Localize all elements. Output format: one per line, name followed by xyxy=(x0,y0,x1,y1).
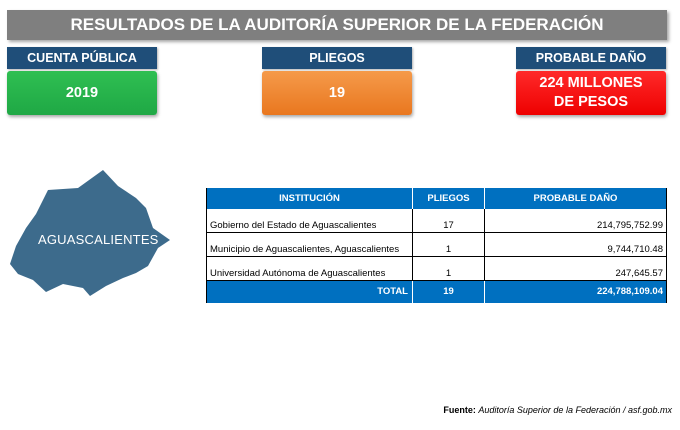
card-value: 2019 xyxy=(7,71,157,115)
card-label: PLIEGOS xyxy=(262,47,412,69)
table-row xyxy=(207,257,667,281)
page-title: RESULTADOS DE LA AUDITORÍA SUPERIOR DE LA FEDERACIÓN xyxy=(7,10,667,40)
total-label: TOTAL xyxy=(207,281,413,304)
results-table xyxy=(206,188,667,303)
map-label: AGUASCALIENTES xyxy=(38,232,159,247)
card-value: 19 xyxy=(262,71,412,115)
column-header-probable-dano: PROBABLE DAÑO xyxy=(485,188,667,209)
table-total-row xyxy=(207,281,667,304)
card-label: CUENTA PÚBLICA xyxy=(7,47,157,69)
table-header-row xyxy=(207,188,667,209)
institution-cell: Universidad Autónoma de Aguascalientes xyxy=(207,257,413,281)
institution-cell: Gobierno del Estado de Aguascalientes xyxy=(207,209,413,233)
table-row xyxy=(207,233,667,257)
source-note xyxy=(443,405,672,415)
card-pliegos xyxy=(262,47,412,115)
source-text: Auditoría Superior de la Federación / asf.gob.mx xyxy=(478,405,672,415)
card-cuenta-publica xyxy=(7,47,157,115)
amount-cell: 247,645.57 xyxy=(485,257,667,281)
card-value: 224 MILLONES DE PESOS xyxy=(516,71,666,115)
pliegos-cell: 1 xyxy=(413,257,485,281)
pliegos-cell: 1 xyxy=(413,233,485,257)
total-pliegos: 19 xyxy=(413,281,485,304)
total-amount: 224,788,109.04 xyxy=(485,281,667,304)
column-header-institucion: INSTITUCIÓN xyxy=(207,188,413,209)
pliegos-cell: 17 xyxy=(413,209,485,233)
card-probable-dano xyxy=(516,47,666,115)
column-header-pliegos: PLIEGOS xyxy=(413,188,485,209)
institution-cell: Municipio de Aguascalientes, Aguascalientes xyxy=(207,233,413,257)
table-row xyxy=(207,209,667,233)
card-label: PROBABLE DAÑO xyxy=(516,47,666,69)
source-label: Fuente: xyxy=(443,405,476,415)
amount-cell: 9,744,710.48 xyxy=(485,233,667,257)
amount-cell: 214,795,752.99 xyxy=(485,209,667,233)
